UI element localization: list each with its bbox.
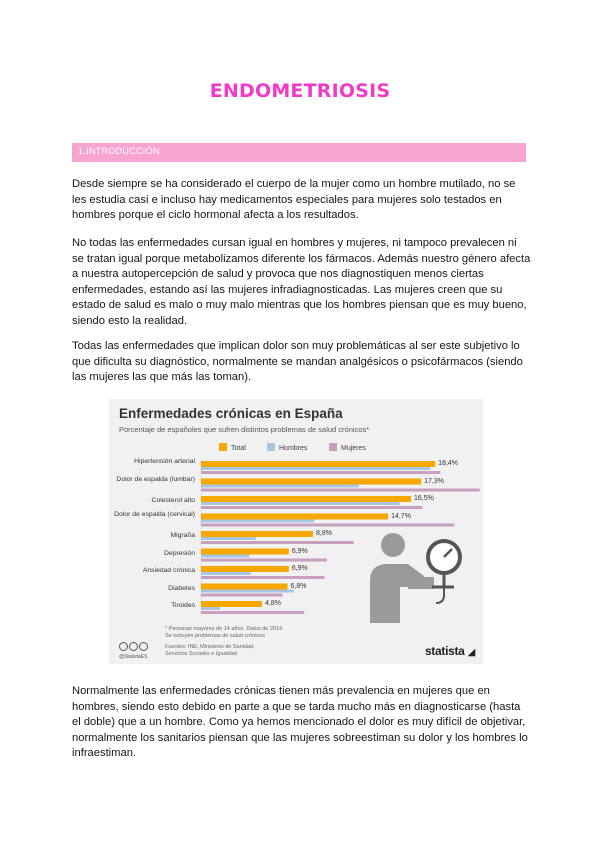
bar-mujeres xyxy=(201,541,354,544)
text-line: Todas las enfermedades que implican dolor son muy problemáticas al ser este subjetivo lo xyxy=(72,340,520,352)
text-line: infraestiman. xyxy=(72,747,137,760)
chart-footnote xyxy=(165,626,284,640)
bar-mujeres xyxy=(201,489,480,492)
text-line: las mujeres las que más las toman). xyxy=(72,371,252,384)
statista-logo xyxy=(425,644,475,658)
legend-label-hombres: Hombres xyxy=(279,445,308,452)
value-label: 6,9% xyxy=(291,547,308,555)
section-header-bar xyxy=(72,143,526,162)
text-line: hombres porque el ciclo hormonal afecta a los resultados. xyxy=(72,209,359,222)
bar-hombres xyxy=(201,537,256,540)
sources-line: Servicios Sociales e Igualdad xyxy=(165,651,237,657)
statista-logo-icon: ◢ xyxy=(467,647,475,658)
bar-hombres xyxy=(201,485,359,488)
bar-hombres xyxy=(201,590,294,593)
bar-total xyxy=(201,461,435,467)
value-label: 16,5% xyxy=(414,495,434,502)
value-label: 18,4% xyxy=(438,460,459,467)
value-label: 8,8% xyxy=(316,530,332,537)
category-label: Migraña xyxy=(170,532,195,539)
paragraph-pain xyxy=(72,339,532,386)
document-title: ENDOMETRIOSIS xyxy=(209,80,391,102)
bar-total xyxy=(201,479,421,485)
text-line: Normalmente las enfermedades crónicas tienen más prevalencia en mujeres que en xyxy=(72,685,490,697)
bar-mujeres xyxy=(201,594,282,597)
category-label: Hipertensión arterial xyxy=(134,458,195,465)
bar-mujeres xyxy=(201,524,454,527)
text-line: normalmente los sanitarios piensan que las mujeres sobreestiman su dolor y los hombres lo xyxy=(72,731,528,744)
paragraph-gender xyxy=(72,236,532,330)
bar-total xyxy=(201,531,313,537)
text-line: No todas las enfermedades cursan igual en hombres y mujeres, ni tampoco prevalecen ni xyxy=(72,237,517,249)
bar-total xyxy=(201,496,411,502)
category-label: Diabetes xyxy=(168,584,195,592)
bar-hombres xyxy=(201,467,430,470)
category-label: Depresión xyxy=(164,549,195,557)
text-line: hombres, siendo esto debido en parte a que se tarda mucho más en diagnosticarse (hasta xyxy=(72,700,521,713)
paragraph-intro xyxy=(72,177,532,224)
bar-total xyxy=(201,601,262,607)
text-line: enfermedades, estando así las mujeres infradiagnosticadas. Las mujeres creen que su xyxy=(72,283,503,296)
category-label: Tiroides xyxy=(171,602,195,609)
value-label: 6,9% xyxy=(291,565,308,572)
sources-line: Fuentes: INE, Ministerio de Sanidad, xyxy=(165,644,255,650)
text-line: les estudia casi e incluso hay medicamentos especiales para mujeres solo testados en xyxy=(72,193,502,206)
value-label: 6,8% xyxy=(290,582,307,590)
category-label: Dolor de espalda (cervical) xyxy=(114,510,195,518)
bar-mujeres xyxy=(201,471,440,474)
category-label: Ansiedad crónica xyxy=(142,567,195,574)
category-label: Dolor de espalda (lumbar) xyxy=(116,475,195,483)
text-line: se tratan igual porque metabolizamos diferente los fármacos. Además nuestro género afecta xyxy=(72,252,531,265)
bar-mujeres xyxy=(201,576,324,579)
text-line: que dificulta su diagnóstico, normalmente se mandan analgésicos o psicofármacos (siendo xyxy=(72,355,523,368)
bar-hombres xyxy=(201,520,314,523)
chart-subtitle: Porcentaje de españoles que sufren distintos problemas de salud crónicos* xyxy=(119,425,370,434)
value-label: 17,3% xyxy=(424,477,445,485)
chart-sources xyxy=(165,644,255,658)
text-line: a nuestra autopercepción de salud y provoca que nos diagnostiquen menos ciertas xyxy=(72,268,484,281)
legend-label-total: Total xyxy=(231,445,246,452)
chronic-diseases-chart xyxy=(109,399,483,664)
statista-logo-text: statista xyxy=(424,644,465,658)
license-icons xyxy=(119,642,149,660)
bar-total xyxy=(201,584,288,590)
bar-hombres xyxy=(201,555,249,558)
bar-hombres xyxy=(201,572,251,575)
value-label: 14,7% xyxy=(391,512,411,520)
bar-total xyxy=(201,514,388,520)
bar-mujeres xyxy=(201,559,327,562)
text-line: el doble) que a un hombre. Como ya hemos mencionado el dolor es muy difícil de objetivar, xyxy=(72,716,526,729)
text-line: siendo esto la realidad. xyxy=(72,314,188,327)
bar-hombres xyxy=(201,607,220,610)
value-label: 4,8% xyxy=(265,600,282,607)
bar-total xyxy=(201,566,289,572)
chart-title: Enfermedades crónicas en España xyxy=(119,406,343,421)
bar-mujeres xyxy=(201,506,422,509)
by-icon xyxy=(129,642,138,651)
section-label: 1.INTRODUCCIÓN xyxy=(78,146,160,156)
cc-icon xyxy=(119,642,128,651)
legend-label-mujeres: Mujeres xyxy=(341,445,366,452)
equals-icon xyxy=(139,642,148,651)
footnote-line: * Personas mayores de 14 años. Datos de 2014. xyxy=(165,626,284,632)
bar-total xyxy=(201,549,289,555)
text-line: estado de salud es malo o muy malo mientras que los hombres piensan que es muy bueno, xyxy=(72,299,527,312)
text-line: Desde siempre se ha considerado el cuerpo de la mujer como un hombre mutilado, no se xyxy=(72,178,516,190)
category-label: Colesterol alto xyxy=(151,497,195,504)
doctor-blood-pressure-illustration xyxy=(364,531,476,623)
statista-handle: @StatistaES xyxy=(119,654,148,660)
footnote-line: Se incluyen problemas de salud crónicos xyxy=(165,633,265,639)
bar-mujeres xyxy=(201,611,304,614)
paragraph-chronic xyxy=(72,684,532,762)
bar-hombres xyxy=(201,502,400,505)
